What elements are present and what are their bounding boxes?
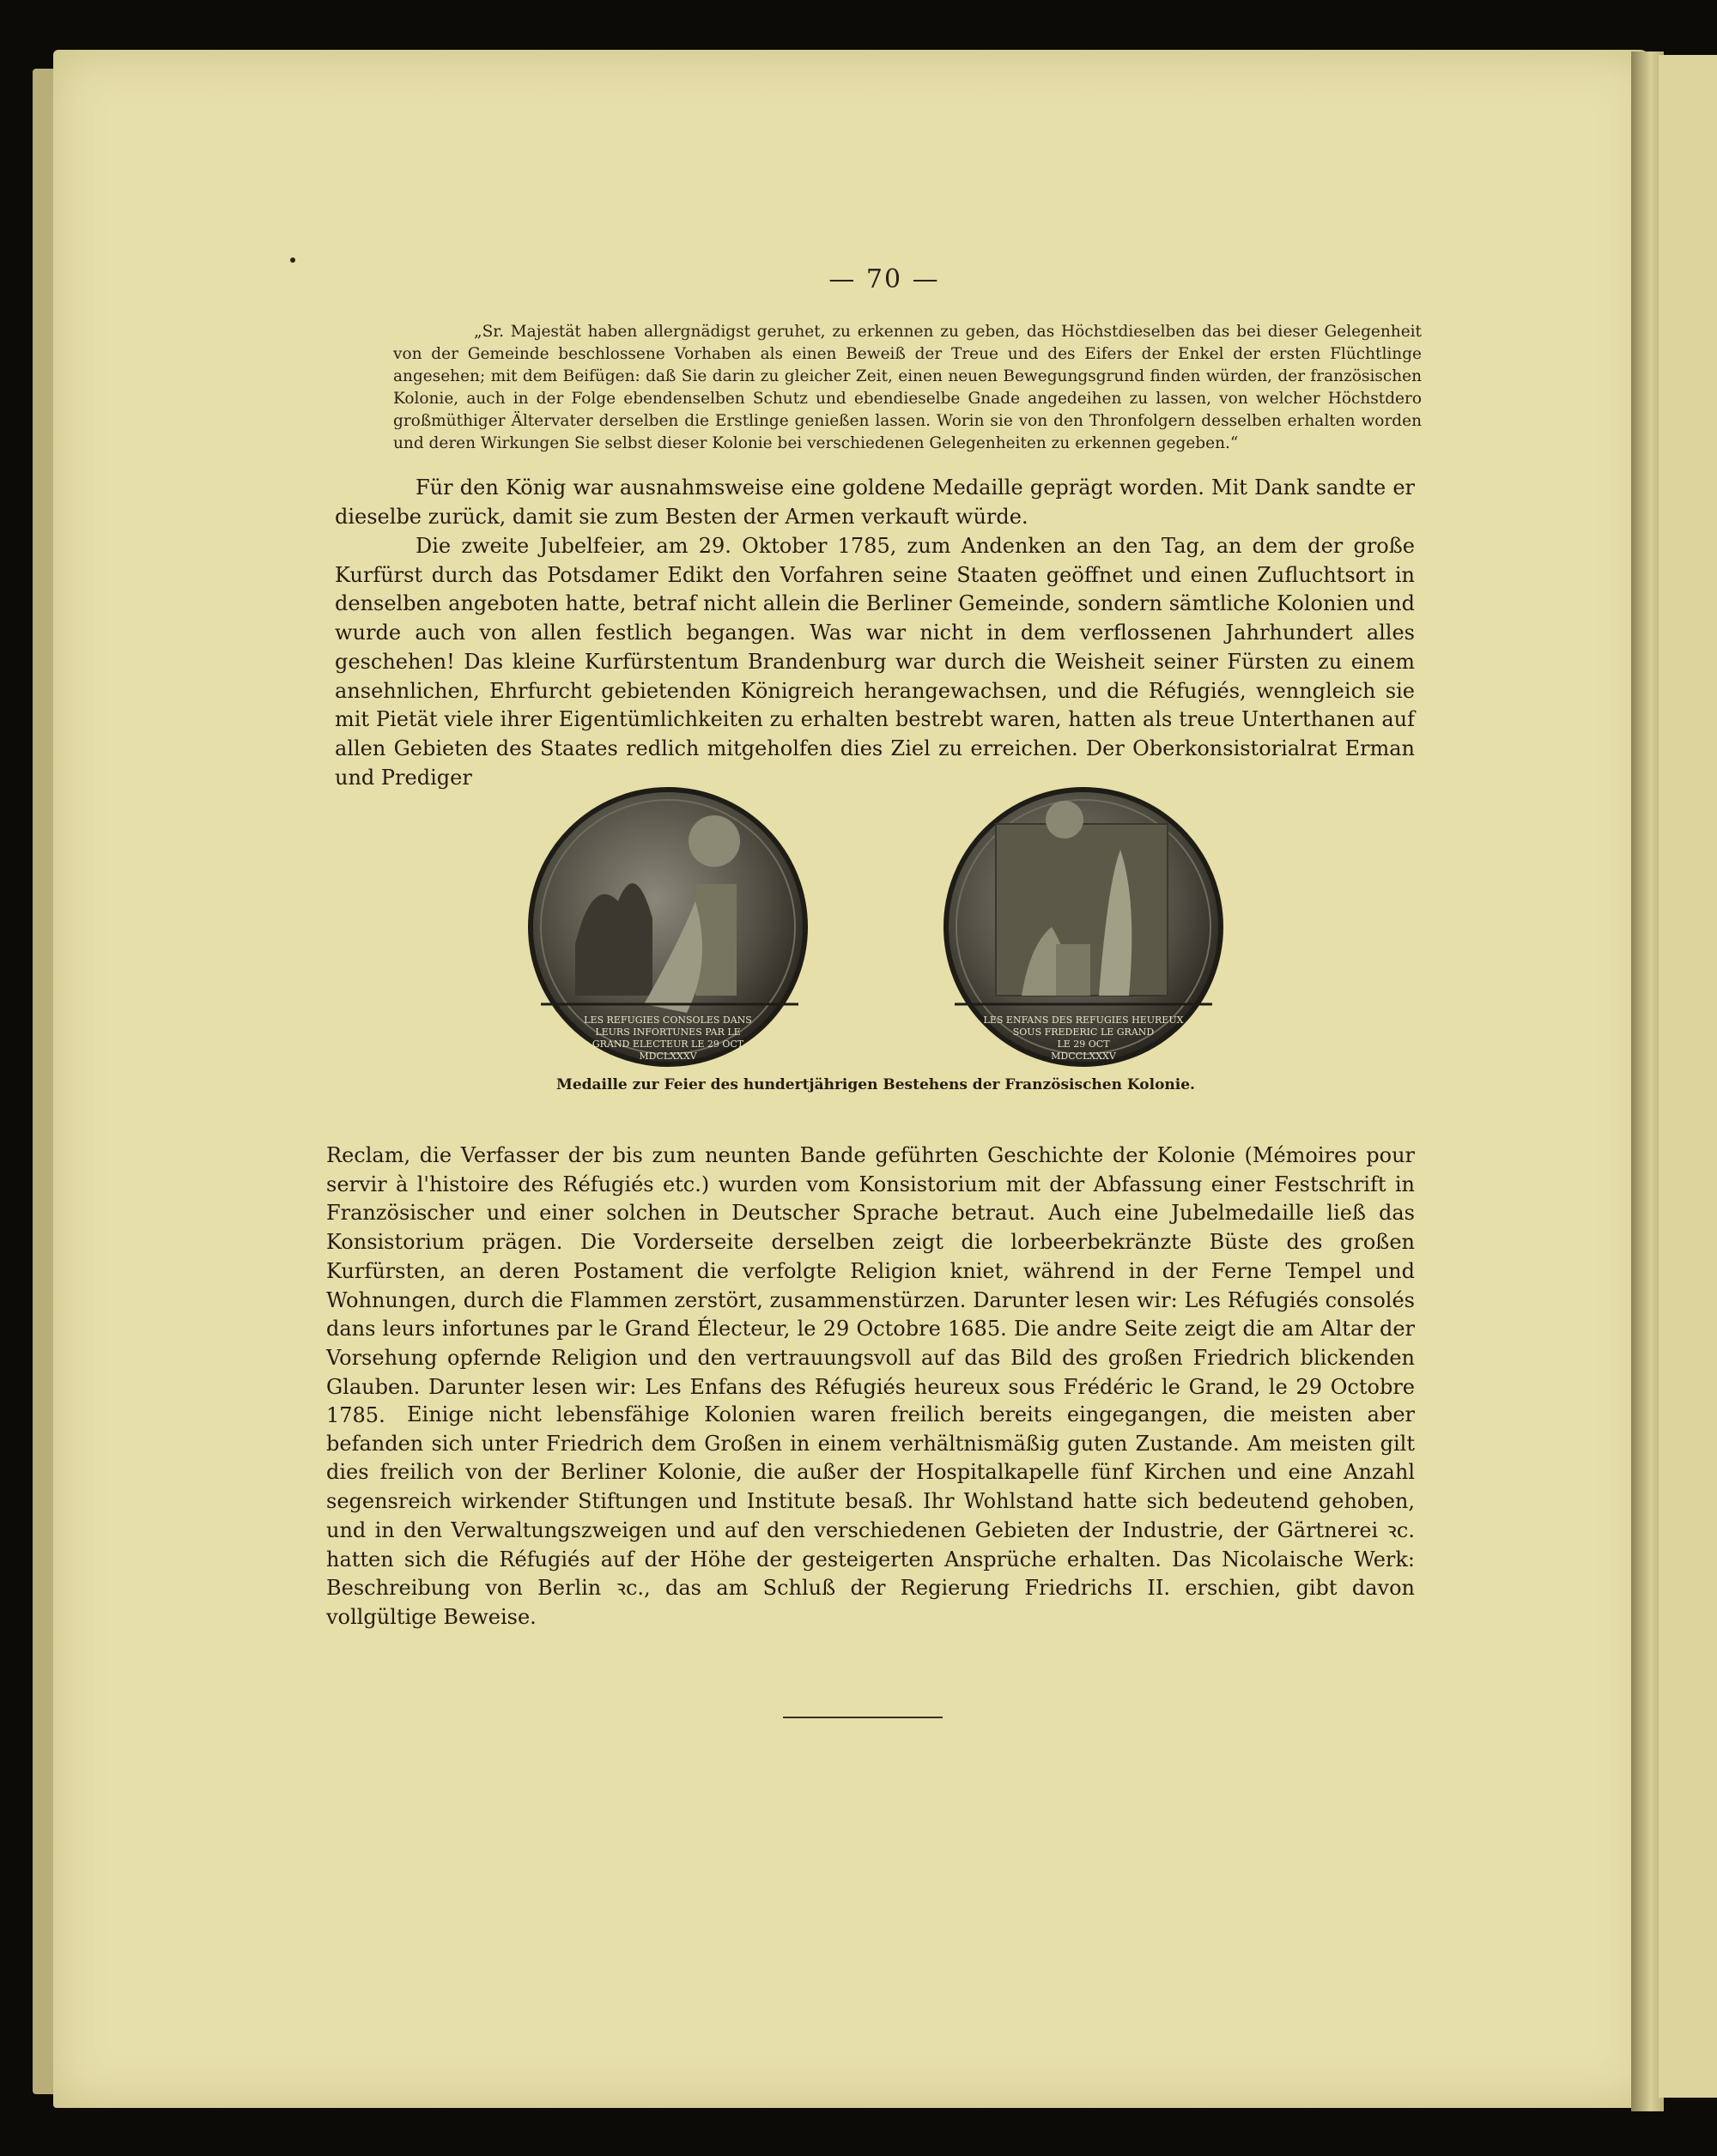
- quote-block: „Sr. Majestät haben allergnädigst geruhet, zu erkennen zu geben, das Höchstdieselben das bei dieser Gelegenheit von der Gemeinde beschlossene Vorhaben als einen Beweiß der Treue und des Eifers der Enkel der ersten Flüchtlinge angesehen; mit dem Beifügen: daß Sie darin zu gleicher Zeit, einen neuen Bewegungsgrund finden würden, der französischen Kolonie, auch in der Folge ebendenselben Schutz und ebendieselbe Gnade angedeihen zu lassen, von welcher Höchstdero großmüthiger Ältervater derselben die Erstlinge genießen lassen. Worin sie von den Thronfolgern desselben erhalten worden und deren Wirkungen Sie selbst dieser Kolonie bei verschiedenen Gelegenheiten zu erkennen gegeben.“: [393, 323, 1422, 452]
- paragraph-2: Die zweite Jubelfeier, am 29. Oktober 1785, zum Andenken an den Tag, an dem der große Kurfürst durch das Potsdamer Edikt den Vorfahren seine Staaten geöffnet und einen Zufluchtsort in denselben angeboten hatte, betraf nicht allein die Berliner Gemeinde, sondern sämtliche Kolonien und wurde auch von allen festlich begangen. Was war nicht in dem verflossenen Jahrhundert alles geschehen! Das kleine Kurfürstentum Brandenburg war durch die Weisheit seiner Fürsten zu einem ansehnlichen, Ehrfurcht gebietenden Königreich herangewachsen, und die Réfugiés, wenngleich sie mit Pietät viele ihrer Eigentümlichkeiten zu erhalten bestrebt waren, hatten als treue Unterthanen auf allen Gebieten des Staates redlich mitgeholfen dies Ziel zu erreichen. Der Oberkonsistorialrat Erman und Prediger: [335, 534, 1415, 790]
- paragraph-3: Reclam, die Verfasser der bis zum neunten Bande geführten Geschichte der Kolonie (Mémoires pour servir à l'histoire des Réfugiés etc.) wurden vom Konsistorium mit der Abfassung einer Festschrift in Französischer und einer solchen in Deutscher Sprache betraut. Auch eine Jubelmedaille ließ das Konsistorium prägen. Die Vorderseite derselben zeigt die lorbeerbekränzte Büste des großen Kurfürsten, an deren Postament die verfolgte Religion kniet, während in der Ferne Tempel und Wohnungen, durch die Flammen zerstört, zusammenstürzen. Darunter lesen wir: Les Réfugiés consolés dans leurs infortunes par le Grand Électeur, le 29 Octobre 1685. Die andre Seite zeigt die am Altar der Vorsehung opfernde Religion und den vertrauungsvoll auf das Bild des großen Friedrich blickenden Glauben. Darunter lesen wir: Les Enfans des Réfugiés heureux sous Frédéric le Grand, le 29 Octobre 1785.: [326, 1143, 1415, 1428]
- reverse-legend-line-3: LE 29 OCT: [1057, 1039, 1110, 1050]
- facing-page-edge: [1659, 55, 1717, 2098]
- reverse-legend-line-1: LES ENFANS DES REFUGIES HEUREUX: [983, 1014, 1184, 1026]
- ink-speck: [290, 257, 295, 263]
- paragraph-1: Für den König war ausnahmsweise eine goldene Medaille geprägt worden. Mit Dank sandte er dieselbe zurück, damit sie zum Besten der Armen verkauft würde.: [335, 475, 1415, 529]
- obverse-legend-line-3: GRAND ELECTEUR LE 29 OCT: [592, 1039, 744, 1050]
- medal-illustration: [515, 772, 1236, 1081]
- paragraph-4: Einige nicht lebensfähige Kolonien waren freilich bereits eingegangen, die meisten aber befanden sich unter Friedrich dem Großen in einem verhältnismäßig guten Zustande. Am meisten gilt dies freilich von der Berliner Kolonie, die außer der Hospitalkapelle fünf Kirchen und eine Anzahl segensreich wirkender Stiftungen und Institute besaß. Ihr Wohlstand hatte sich bedeutend gehoben, und in den Verwaltungszweigen und auf den verschiedenen Gebieten der Industrie, der Gärtnerei ꝛc. hatten sich die Réfugiés auf der Höhe der gesteigerten Ansprüche erhalten. Das Nicolaische Werk: Beschreibung von Berlin ꝛc., das am Schluß der Regierung Friedrichs II. erschien, gibt davon vollgültige Beweise.: [326, 1402, 1415, 1629]
- obverse-legend-line-4: MDCLXXXV: [639, 1051, 697, 1062]
- obverse-legend-line-1: LES REFUGIES CONSOLES DANS: [584, 1014, 752, 1026]
- reverse-legend-line-4: MDCCLXXXV: [1051, 1051, 1116, 1062]
- medal-obverse: [531, 790, 805, 1064]
- figure-caption: Medaille zur Feier des hundertjährigen Bestehens der Französischen Kolonie.: [556, 1076, 1195, 1093]
- page-number: — 70 —: [828, 264, 940, 294]
- obverse-legend-line-2: LEURS INFORTUNES PAR LE: [595, 1027, 741, 1038]
- end-rule: [783, 1717, 943, 1718]
- reverse-legend-line-2: SOUS FREDERIC LE GRAND: [1012, 1027, 1155, 1038]
- medal-reverse: [946, 790, 1221, 1064]
